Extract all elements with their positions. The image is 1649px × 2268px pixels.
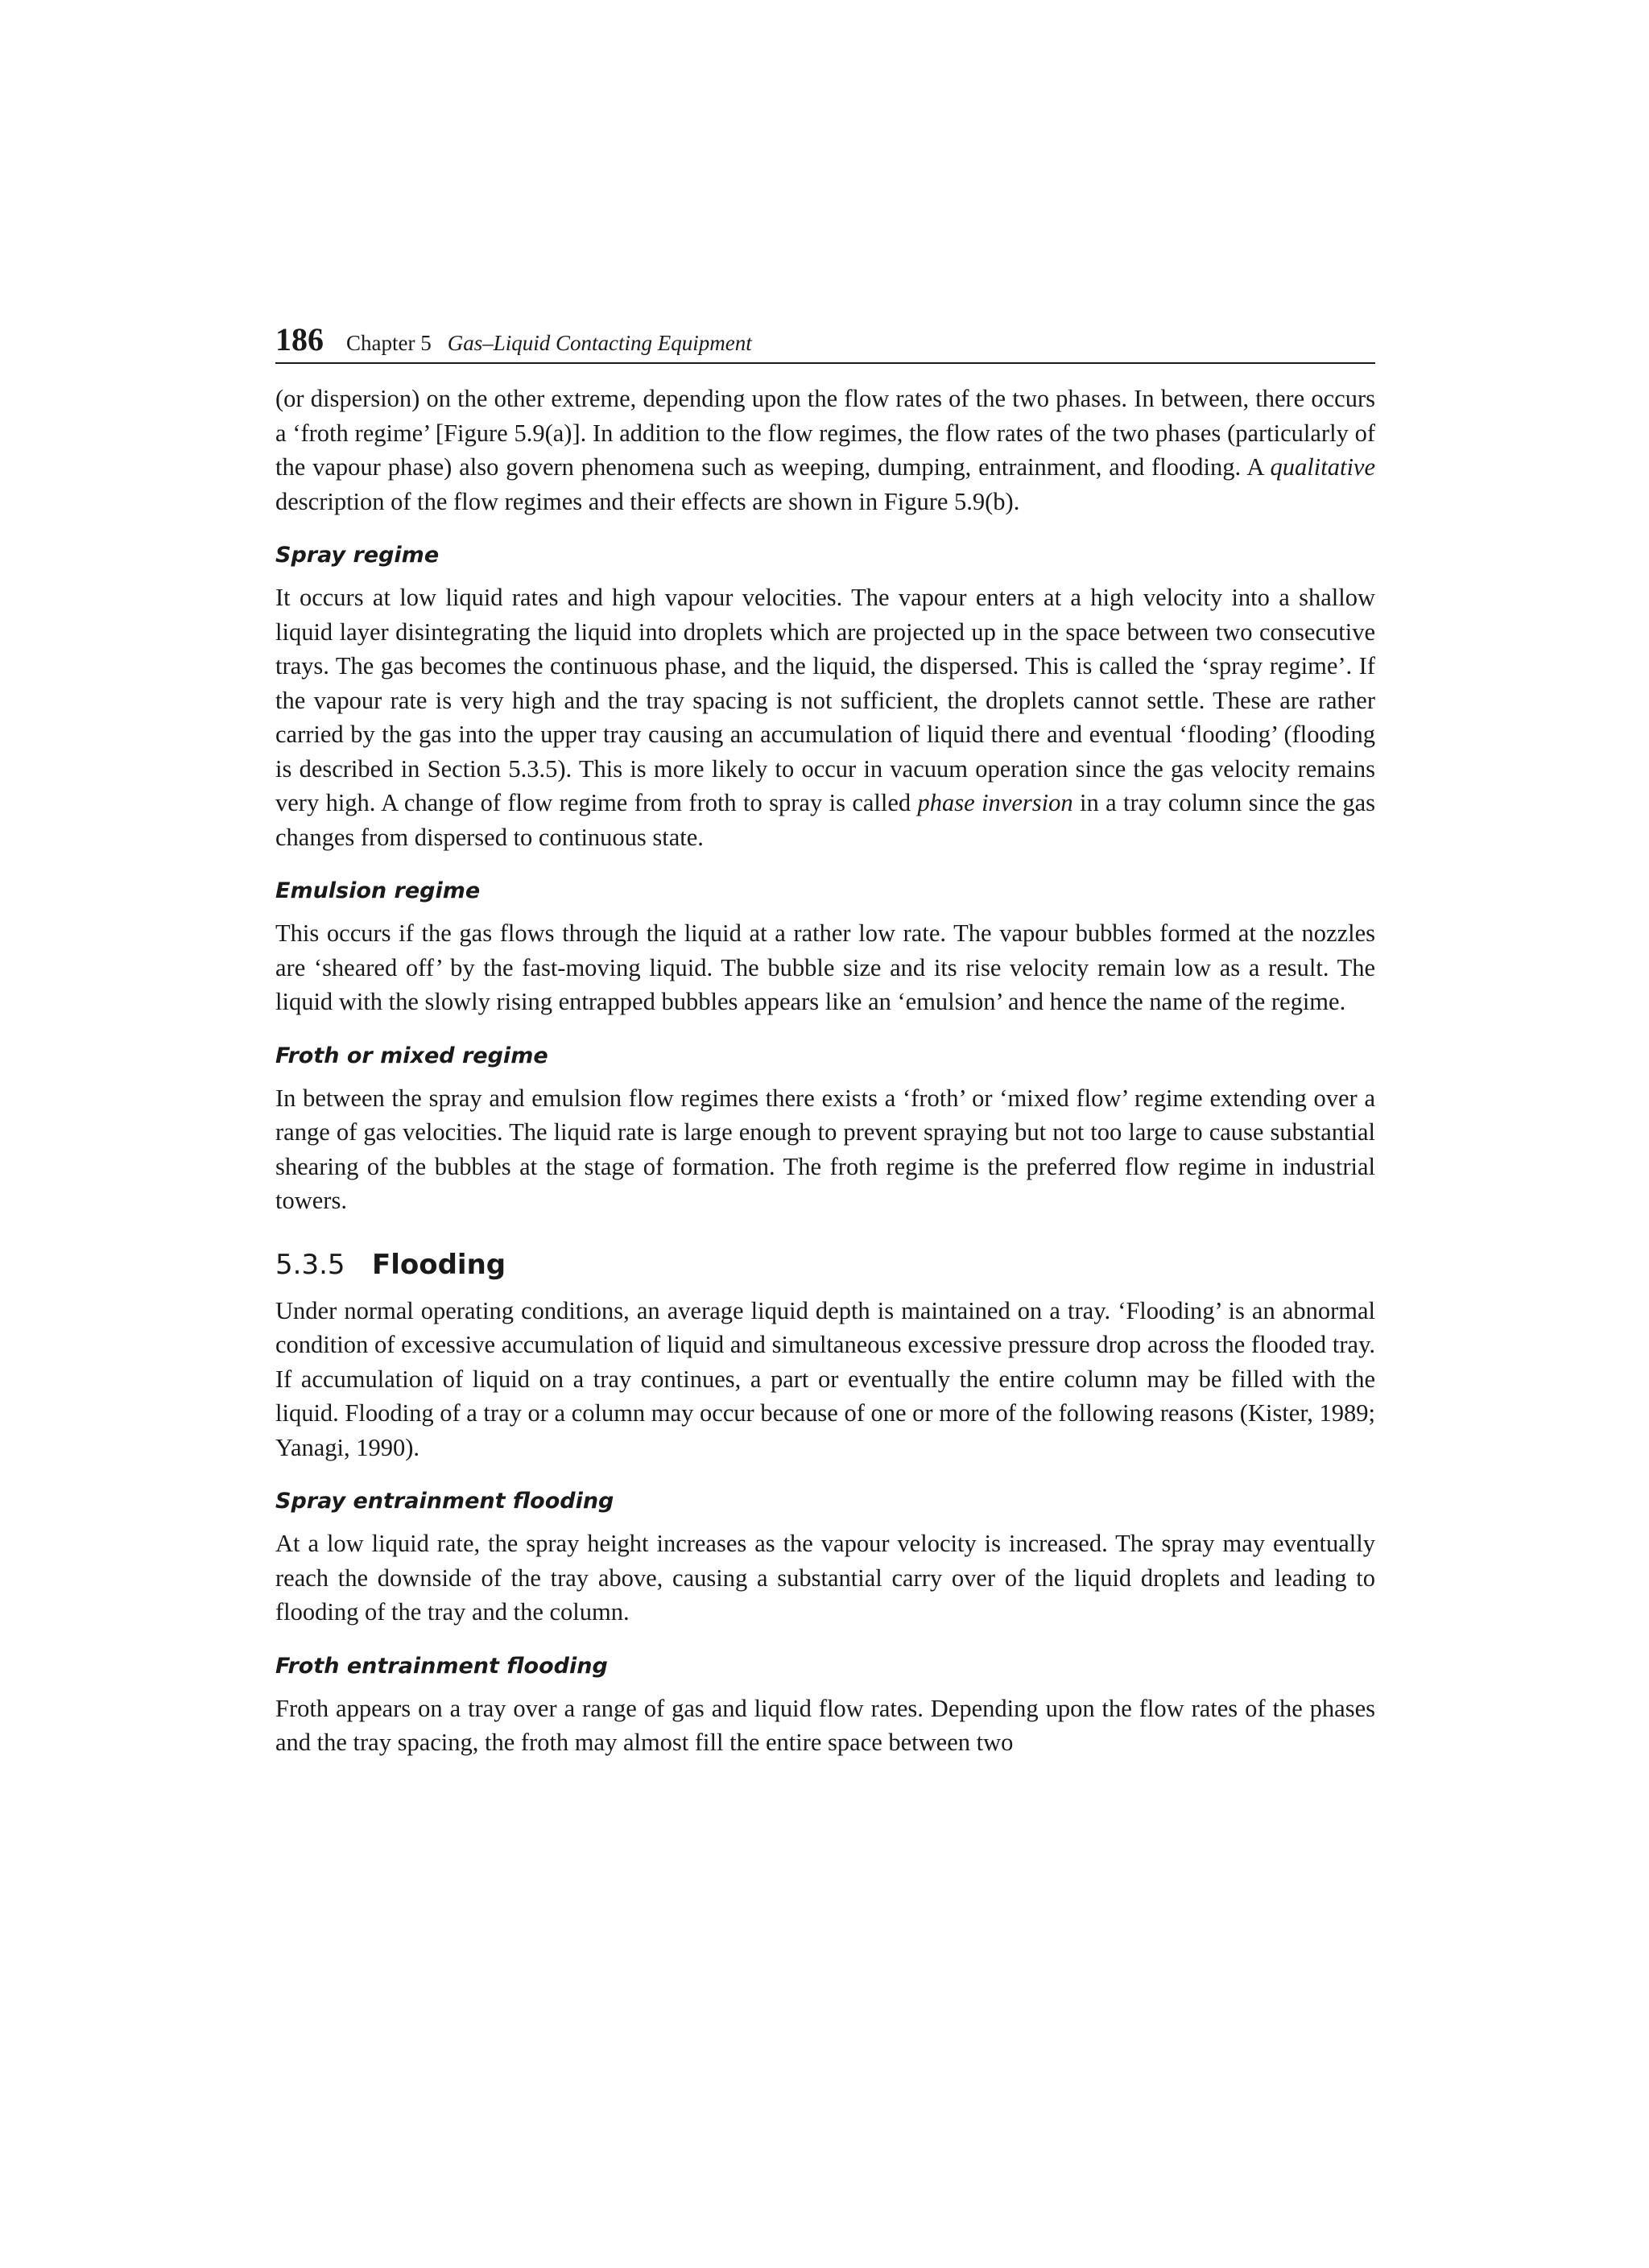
froth-entrainment-paragraph: Froth appears on a tray over a range of gas and liquid flow rates. Depending upon the flow rates of the phases and the tray spacing, the froth may almost fill the entire space between two xyxy=(275,1694,1375,1756)
page-content xyxy=(275,382,1375,1760)
spray-regime-italic-term: phase inversion xyxy=(917,789,1073,816)
froth-regime-paragraph: In between the spray and emulsion flow regimes there exists a ‘froth’ or ‘mixed flow’ regime extending over a range of gas velocities. The liquid rate is large enough to prevent spraying but not too large to cause substantial shearing of the bubbles at the stage of formation. The froth regime is the preferred flow regime in industrial towers. xyxy=(275,1084,1375,1214)
spray-entrainment-heading: Spray entrainment flooding xyxy=(275,1489,614,1514)
froth-entrainment-heading: Froth entrainment flooding xyxy=(275,1653,608,1679)
intro-paragraph xyxy=(275,382,1375,518)
emulsion-regime-heading: Emulsion regime xyxy=(275,878,481,903)
chapter-title: Gas–Liquid Contacting Equipment xyxy=(447,331,752,355)
section-title: Flooding xyxy=(372,1248,506,1281)
page-number: 186 xyxy=(275,321,324,357)
spray-regime-paragraph xyxy=(275,580,1375,854)
spray-entrainment-paragraph: At a low liquid rate, the spray height increases as the vapour velocity is increased. The spray may eventually reach the downside of the tray above, causing a substantial carry over of the liquid droplets and leading to flooding of the tray and the column. xyxy=(275,1530,1375,1626)
intro-italic-term: qualitative xyxy=(1270,453,1375,481)
spray-regime-text-2: in a tray column since the gas changes from dispersed to continuous state. xyxy=(275,789,1376,851)
section-heading xyxy=(275,1247,1375,1283)
running-head xyxy=(275,317,1375,364)
intro-text-1: (or dispersion) on the other extreme, depending upon the flow rates of the two phases. In between, there occurs a ‘froth regime’ [Figure 5.9(a)]. In addition to the flow regimes, the flow rates of the two phases (particularly of the vapour phase) also govern phenomena such as weeping, dumping, entrainment, and flooding. A xyxy=(275,385,1375,481)
section-number: 5.3.5 xyxy=(275,1248,345,1281)
intro-text-2: description of the flow regimes and their effects are shown in Figure 5.9(b). xyxy=(275,487,1020,515)
emulsion-regime-paragraph: This occurs if the gas flows through the liquid at a rather low rate. The vapour bubbles formed at the nozzles are ‘sheared off’ by the fast-moving liquid. The bubble size and its rise velocity remain low as a result. The liquid with the slowly rising entrapped bubbles appears like an ‘emulsion’ and hence the name of the regime. xyxy=(275,919,1375,1015)
chapter-label: Chapter 5 xyxy=(346,331,432,355)
flooding-paragraph: Under normal operating conditions, an average liquid depth is maintained on a tray. ‘Flooding’ is an abnormal condition of excessive accumulation of liquid and simultaneous excessive pressure drop across the flooded tray. If accumulation of liquid on a tray continues, a part or eventually the entire column may be filled with the liquid. Flooding of a tray or a column may occur because of one or more of the following reasons (Kister, 1989; Yanagi, 1990). xyxy=(275,1296,1375,1461)
froth-regime-heading: Froth or mixed regime xyxy=(275,1043,548,1068)
spray-regime-text-1: It occurs at low liquid rates and high vapour velocities. The vapour enters at a high velocity into a shallow liquid layer disintegrating the liquid into droplets which are projected up in the space between two consecutive trays. The gas becomes the continuous phase, and the liquid, the dispersed. This is called the ‘spray regime’. If the vapour rate is very high and the tray spacing is not sufficient, the droplets cannot settle. These are rather carried by the gas into the upper tray causing an accumulation of liquid there and eventual ‘flooding’ (flooding is described in Section 5.3.5). This is more likely to occur in vacuum operation since the gas velocity remains very high. A change of flow regime from froth to spray is called xyxy=(275,584,1375,816)
spray-regime-heading: Spray regime xyxy=(275,543,440,568)
book-page xyxy=(275,317,1375,1760)
